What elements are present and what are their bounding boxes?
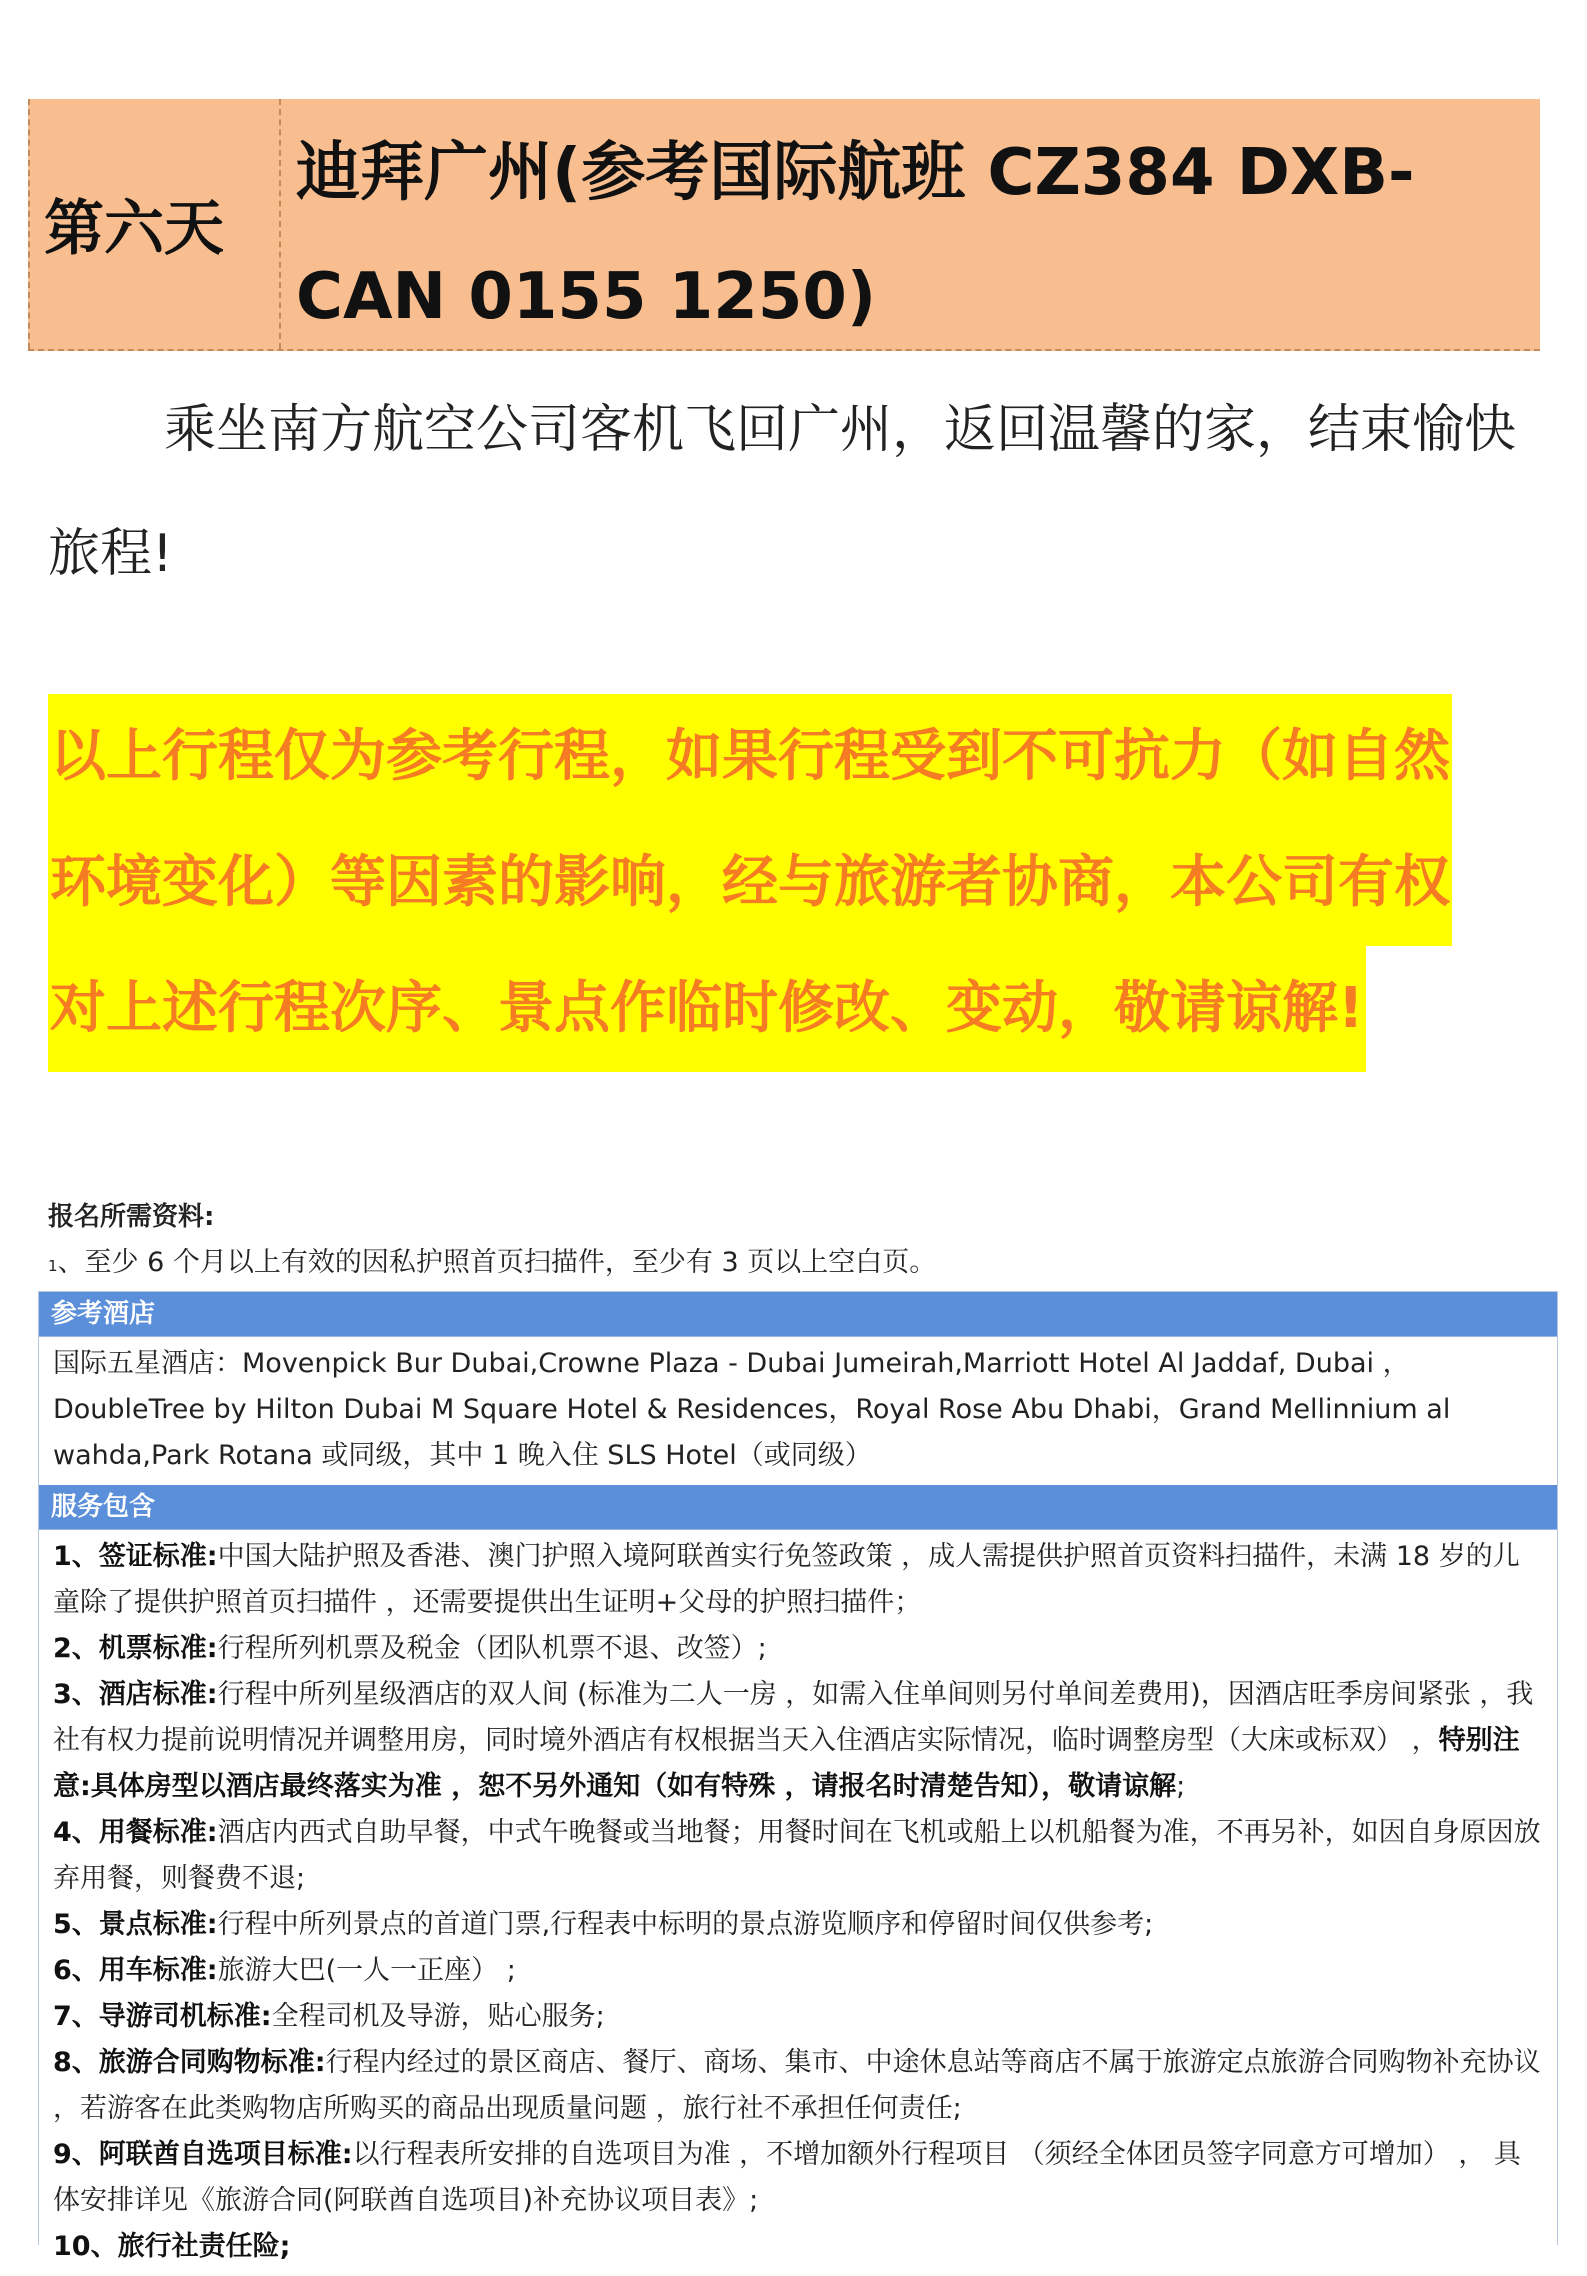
requirements-item-text: 、至少 6 个月以上有效的因私护照首页扫描件，至少有 3 页以上空白页。 [57, 1247, 937, 1278]
hotel-section-heading: 参考酒店 [39, 1292, 1557, 1337]
notice-line: 对上述行程次序、景点作临时修改、变动，敬请谅解! [48, 946, 1366, 1072]
service-label: 4、用餐标准: [53, 1817, 218, 1848]
requirements-title: 报名所需资料: [48, 1202, 215, 1232]
service-text: 酒店内西式自助早餐，中式午晚餐或当地餐；用餐时间在飞机或船上以机船餐为准，不再另补，如因自身原因放弃用餐，则餐费不退; [53, 1817, 1541, 1894]
disclaimer-notice [48, 694, 1548, 1072]
service-item [53, 2040, 1543, 2132]
service-text: 中国大陆护照及香港、澳门护照入境阿联酋实行免签政策 ，成人需提供护照首页资料扫描件，未满 18 岁的儿童除了提供护照首页扫描件 ，还需要提供出生证明+父母的护照扫描件； [53, 1541, 1520, 1618]
service-label: 6、用车标准: [53, 1955, 218, 1986]
service-note: 特别注意:具体房型以酒店最终落实为准 ，恕不另外通知（如有特殊 ，请报名时清楚告知），敬请谅解 [53, 1725, 1520, 1802]
service-item [53, 1948, 1543, 1994]
service-label: 10、旅行社责任险; [53, 2231, 291, 2262]
service-text: 行程中所列景点的首道门票,行程表中标明的景点游览顺序和停留时间仅供参考; [217, 1909, 1154, 1940]
service-label: 2、机票标准: [53, 1633, 218, 1664]
intro-paragraph: 乘坐南方航空公司客机飞回广州，返回温馨的家，结束愉快旅程! [48, 400, 1517, 584]
requirements-item-number: 1 [48, 1257, 58, 1275]
day-label: 第六天 [28, 99, 281, 349]
service-text: 以行程表所安排的自选项目为准 ，不增加额外行程项目 （须经全体团员签字同意方可增加） ， 具体安排详见《旅游合同(阿联酋自选项目)补充协议项目表》; [53, 2139, 1521, 2216]
service-label: 3、酒店标准: [53, 1679, 218, 1710]
service-text: 旅游大巴(一人一正座） ; [217, 1955, 516, 1986]
service-item [53, 1626, 1543, 1672]
services-section-body [39, 1530, 1557, 2276]
notice-line: 以上行程仅为参考行程，如果行程受到不可抗力（如自然 [48, 694, 1452, 820]
requirements-item [48, 1240, 936, 1279]
service-label: 1、签证标准: [53, 1541, 218, 1572]
service-label: 7、导游司机标准: [53, 2001, 272, 2032]
service-item [53, 1994, 1543, 2040]
notice-line: 环境变化）等因素的影响，经与旅游者协商，本公司有权 [48, 820, 1452, 946]
service-text: 全程司机及导游，贴心服务; [271, 2001, 605, 2032]
services-section-heading: 服务包含 [39, 1485, 1557, 1530]
service-text: 行程内经过的景区商店、餐厅、商场、集市、中途休息站等商店不属于旅游定点旅游合同购物补充协议 ，若游客在此类购物店所购买的商品出现质量问题 ，旅行社不承担任何责任; [53, 2047, 1541, 2124]
day-header [28, 99, 1540, 351]
service-item [53, 2132, 1543, 2224]
service-label: 8、旅游合同购物标准: [53, 2047, 326, 2078]
hotel-section-body [39, 1337, 1557, 1485]
service-item [53, 1672, 1543, 1810]
service-text: 行程中所列星级酒店的双人间 (标准为二人一房 ，如需入住单间则另付单间差费用)，因酒店旺季房间紧张 ，我社有权力提前说明情况并调整用房，同时境外酒店有权根据当天入住酒店实际情况，临时调整房型（大床或标双） ， [53, 1679, 1534, 1756]
service-item [53, 1534, 1543, 1626]
service-item [53, 2224, 1543, 2270]
day-title: 迪拜广州(参考国际航班 CZ384 DXB-CAN 0155 1250) [296, 136, 1415, 334]
service-item [53, 1902, 1543, 1948]
service-label: 9、阿联酋自选项目标准: [53, 2139, 353, 2170]
hotel-text: 国际五星酒店：Movenpick Bur Dubai,Crowne Plaza - Dubai Jumeirah,Marriott Hotel Al Jaddaf, Dubai ，DoubleTree by Hilton Dubai M Square Hotel & Residences，Royal Rose Abu Dhabi，Grand Mellinnium al wahda,Park Rotana 或同级，其中 1 晚入住 SLS Hotel（或同级） [53, 1348, 1451, 1471]
info-table [38, 1291, 1558, 2262]
service-text: ; [1176, 1771, 1186, 1802]
service-label: 5、景点标准: [53, 1909, 218, 1940]
service-item [53, 1810, 1543, 1902]
service-text: 行程所列机票及税金（团队机票不退、改签）; [217, 1633, 767, 1664]
